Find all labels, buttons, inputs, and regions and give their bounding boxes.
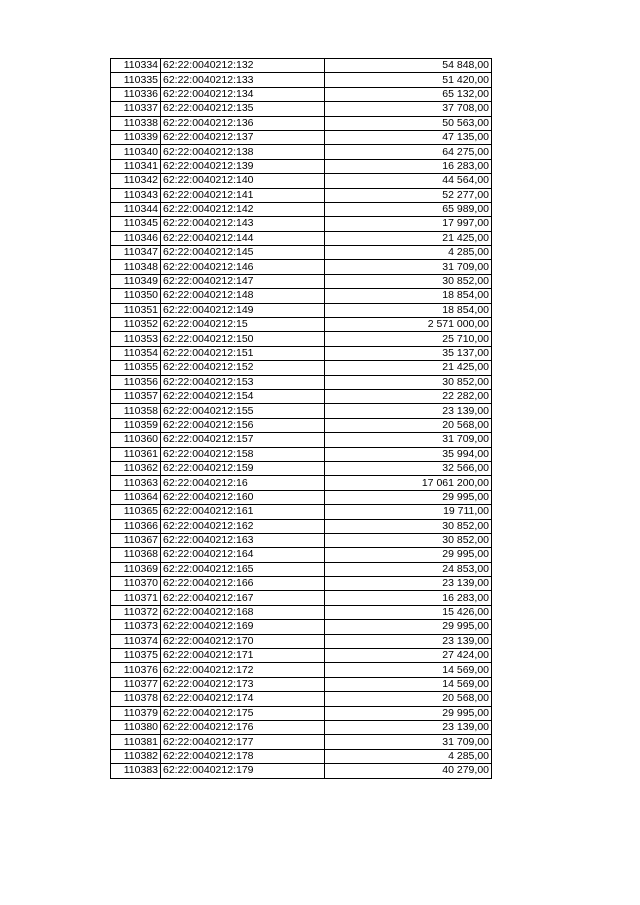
table-body — [111, 59, 492, 779]
value-cell: 31 709,00 — [325, 735, 492, 749]
row-id-cell: 110339 — [111, 130, 161, 144]
table-row — [111, 548, 492, 562]
table-row — [111, 663, 492, 677]
cadastral-number-cell: 62:22:0040212:16 — [161, 476, 325, 490]
cadastral-number-cell: 62:22:0040212:161 — [161, 505, 325, 519]
table-row — [111, 361, 492, 375]
row-id-cell: 110364 — [111, 490, 161, 504]
row-id-cell: 110362 — [111, 461, 161, 475]
table-row — [111, 692, 492, 706]
cadastral-number-cell: 62:22:0040212:144 — [161, 231, 325, 245]
row-id-cell: 110361 — [111, 447, 161, 461]
cadastral-number-cell: 62:22:0040212:171 — [161, 649, 325, 663]
row-id-cell: 110340 — [111, 145, 161, 159]
table-row — [111, 706, 492, 720]
value-cell: 17 997,00 — [325, 217, 492, 231]
value-cell: 17 061 200,00 — [325, 476, 492, 490]
cadastral-number-cell: 62:22:0040212:137 — [161, 130, 325, 144]
cadastral-number-cell: 62:22:0040212:152 — [161, 361, 325, 375]
row-id-cell: 110334 — [111, 59, 161, 73]
table-row — [111, 649, 492, 663]
table-row — [111, 116, 492, 130]
cadastral-number-cell: 62:22:0040212:149 — [161, 303, 325, 317]
cadastral-number-cell: 62:22:0040212:164 — [161, 548, 325, 562]
row-id-cell: 110354 — [111, 346, 161, 360]
cadastral-number-cell: 62:22:0040212:165 — [161, 562, 325, 576]
cadastral-number-cell: 62:22:0040212:142 — [161, 202, 325, 216]
cadastral-number-cell: 62:22:0040212:155 — [161, 404, 325, 418]
row-id-cell: 110360 — [111, 433, 161, 447]
table-row — [111, 389, 492, 403]
row-id-cell: 110357 — [111, 389, 161, 403]
value-cell: 54 848,00 — [325, 59, 492, 73]
value-cell: 23 139,00 — [325, 404, 492, 418]
cadastral-number-cell: 62:22:0040212:148 — [161, 289, 325, 303]
value-cell: 14 569,00 — [325, 677, 492, 691]
value-cell: 20 568,00 — [325, 418, 492, 432]
row-id-cell: 110346 — [111, 231, 161, 245]
table-row — [111, 289, 492, 303]
table-row — [111, 634, 492, 648]
value-cell: 21 425,00 — [325, 231, 492, 245]
value-cell: 29 995,00 — [325, 620, 492, 634]
cadastral-number-cell: 62:22:0040212:133 — [161, 73, 325, 87]
table-row — [111, 318, 492, 332]
row-id-cell: 110378 — [111, 692, 161, 706]
table-row — [111, 720, 492, 734]
table-row — [111, 130, 492, 144]
value-cell: 16 283,00 — [325, 159, 492, 173]
row-id-cell: 110373 — [111, 620, 161, 634]
row-id-cell: 110369 — [111, 562, 161, 576]
table-row — [111, 677, 492, 691]
value-cell: 27 424,00 — [325, 649, 492, 663]
value-cell: 18 854,00 — [325, 289, 492, 303]
value-cell: 44 564,00 — [325, 174, 492, 188]
table-row — [111, 102, 492, 116]
table-row — [111, 591, 492, 605]
table-row — [111, 418, 492, 432]
row-id-cell: 110377 — [111, 677, 161, 691]
value-cell: 30 852,00 — [325, 533, 492, 547]
value-cell: 30 852,00 — [325, 519, 492, 533]
row-id-cell: 110350 — [111, 289, 161, 303]
table-row — [111, 202, 492, 216]
value-cell: 2 571 000,00 — [325, 318, 492, 332]
cadastral-number-cell: 62:22:0040212:179 — [161, 764, 325, 778]
cadastral-number-cell: 62:22:0040212:159 — [161, 461, 325, 475]
value-cell: 30 852,00 — [325, 375, 492, 389]
row-id-cell: 110379 — [111, 706, 161, 720]
value-cell: 29 995,00 — [325, 490, 492, 504]
cadastral-number-cell: 62:22:0040212:147 — [161, 274, 325, 288]
cadastral-number-cell: 62:22:0040212:169 — [161, 620, 325, 634]
cadastral-number-cell: 62:22:0040212:174 — [161, 692, 325, 706]
table-row — [111, 375, 492, 389]
cadastral-number-cell: 62:22:0040212:139 — [161, 159, 325, 173]
cadastral-number-cell: 62:22:0040212:176 — [161, 720, 325, 734]
value-cell: 23 139,00 — [325, 577, 492, 591]
value-cell: 15 426,00 — [325, 605, 492, 619]
cadastral-number-cell: 62:22:0040212:160 — [161, 490, 325, 504]
value-cell: 16 283,00 — [325, 591, 492, 605]
value-cell: 19 711,00 — [325, 505, 492, 519]
value-cell: 31 709,00 — [325, 260, 492, 274]
value-cell: 50 563,00 — [325, 116, 492, 130]
value-cell: 18 854,00 — [325, 303, 492, 317]
row-id-cell: 110367 — [111, 533, 161, 547]
value-cell: 40 279,00 — [325, 764, 492, 778]
table-row — [111, 217, 492, 231]
value-cell: 20 568,00 — [325, 692, 492, 706]
cadastral-number-cell: 62:22:0040212:138 — [161, 145, 325, 159]
cadastral-number-cell: 62:22:0040212:135 — [161, 102, 325, 116]
row-id-cell: 110336 — [111, 87, 161, 101]
row-id-cell: 110375 — [111, 649, 161, 663]
row-id-cell: 110337 — [111, 102, 161, 116]
cadastral-number-cell: 62:22:0040212:145 — [161, 246, 325, 260]
table-row — [111, 562, 492, 576]
value-cell: 31 709,00 — [325, 433, 492, 447]
table-row — [111, 145, 492, 159]
cadastral-number-cell: 62:22:0040212:173 — [161, 677, 325, 691]
table-row — [111, 605, 492, 619]
value-cell: 4 285,00 — [325, 246, 492, 260]
cadastral-number-cell: 62:22:0040212:132 — [161, 59, 325, 73]
row-id-cell: 110372 — [111, 605, 161, 619]
cadastral-number-cell: 62:22:0040212:170 — [161, 634, 325, 648]
table-row — [111, 490, 492, 504]
cadastral-number-cell: 62:22:0040212:167 — [161, 591, 325, 605]
row-id-cell: 110382 — [111, 749, 161, 763]
table-row — [111, 404, 492, 418]
cadastral-number-cell: 62:22:0040212:136 — [161, 116, 325, 130]
value-cell: 65 132,00 — [325, 87, 492, 101]
table-row — [111, 476, 492, 490]
table-row — [111, 231, 492, 245]
table-row — [111, 620, 492, 634]
table-row — [111, 246, 492, 260]
row-id-cell: 110343 — [111, 188, 161, 202]
value-cell: 30 852,00 — [325, 274, 492, 288]
value-cell: 25 710,00 — [325, 332, 492, 346]
table-row — [111, 59, 492, 73]
value-cell: 35 994,00 — [325, 447, 492, 461]
table-row — [111, 188, 492, 202]
cadastral-number-cell: 62:22:0040212:140 — [161, 174, 325, 188]
row-id-cell: 110383 — [111, 764, 161, 778]
cadastral-number-cell: 62:22:0040212:172 — [161, 663, 325, 677]
value-cell: 24 853,00 — [325, 562, 492, 576]
cadastral-number-cell: 62:22:0040212:163 — [161, 533, 325, 547]
table-row — [111, 505, 492, 519]
row-id-cell: 110358 — [111, 404, 161, 418]
value-cell: 29 995,00 — [325, 548, 492, 562]
table-row — [111, 159, 492, 173]
value-cell: 23 139,00 — [325, 634, 492, 648]
row-id-cell: 110344 — [111, 202, 161, 216]
table-row — [111, 433, 492, 447]
row-id-cell: 110363 — [111, 476, 161, 490]
cadastral-number-cell: 62:22:0040212:150 — [161, 332, 325, 346]
value-cell: 14 569,00 — [325, 663, 492, 677]
cadastral-number-cell: 62:22:0040212:153 — [161, 375, 325, 389]
cadastral-number-cell: 62:22:0040212:175 — [161, 706, 325, 720]
cadastral-number-cell: 62:22:0040212:157 — [161, 433, 325, 447]
cadastral-number-cell: 62:22:0040212:178 — [161, 749, 325, 763]
table-row — [111, 533, 492, 547]
value-cell: 65 989,00 — [325, 202, 492, 216]
row-id-cell: 110335 — [111, 73, 161, 87]
table-row — [111, 260, 492, 274]
cadastral-number-cell: 62:22:0040212:158 — [161, 447, 325, 461]
table-row — [111, 303, 492, 317]
table-row — [111, 577, 492, 591]
value-cell: 32 566,00 — [325, 461, 492, 475]
value-cell: 23 139,00 — [325, 720, 492, 734]
value-cell: 4 285,00 — [325, 749, 492, 763]
row-id-cell: 110353 — [111, 332, 161, 346]
cadastral-number-cell: 62:22:0040212:134 — [161, 87, 325, 101]
cadastral-number-cell: 62:22:0040212:168 — [161, 605, 325, 619]
table-row — [111, 87, 492, 101]
table-row — [111, 519, 492, 533]
table-row — [111, 274, 492, 288]
row-id-cell: 110338 — [111, 116, 161, 130]
cadastral-number-cell: 62:22:0040212:177 — [161, 735, 325, 749]
row-id-cell: 110349 — [111, 274, 161, 288]
cadastral-number-cell: 62:22:0040212:146 — [161, 260, 325, 274]
row-id-cell: 110348 — [111, 260, 161, 274]
table-row — [111, 735, 492, 749]
row-id-cell: 110371 — [111, 591, 161, 605]
table-row — [111, 73, 492, 87]
value-cell: 22 282,00 — [325, 389, 492, 403]
cadastral-number-cell: 62:22:0040212:141 — [161, 188, 325, 202]
table-row — [111, 749, 492, 763]
row-id-cell: 110368 — [111, 548, 161, 562]
row-id-cell: 110352 — [111, 318, 161, 332]
value-cell: 47 135,00 — [325, 130, 492, 144]
row-id-cell: 110370 — [111, 577, 161, 591]
table-row — [111, 447, 492, 461]
cadastral-number-cell: 62:22:0040212:143 — [161, 217, 325, 231]
value-cell: 21 425,00 — [325, 361, 492, 375]
table-row — [111, 332, 492, 346]
cadastral-number-cell: 62:22:0040212:151 — [161, 346, 325, 360]
row-id-cell: 110345 — [111, 217, 161, 231]
row-id-cell: 110342 — [111, 174, 161, 188]
cadastral-number-cell: 62:22:0040212:166 — [161, 577, 325, 591]
row-id-cell: 110366 — [111, 519, 161, 533]
row-id-cell: 110351 — [111, 303, 161, 317]
row-id-cell: 110355 — [111, 361, 161, 375]
value-cell: 37 708,00 — [325, 102, 492, 116]
row-id-cell: 110381 — [111, 735, 161, 749]
row-id-cell: 110374 — [111, 634, 161, 648]
row-id-cell: 110359 — [111, 418, 161, 432]
value-cell: 51 420,00 — [325, 73, 492, 87]
value-cell: 35 137,00 — [325, 346, 492, 360]
cadastral-number-cell: 62:22:0040212:15 — [161, 318, 325, 332]
row-id-cell: 110365 — [111, 505, 161, 519]
table-row — [111, 461, 492, 475]
cadastral-number-cell: 62:22:0040212:162 — [161, 519, 325, 533]
row-id-cell: 110356 — [111, 375, 161, 389]
row-id-cell: 110347 — [111, 246, 161, 260]
row-id-cell: 110341 — [111, 159, 161, 173]
value-cell: 52 277,00 — [325, 188, 492, 202]
row-id-cell: 110380 — [111, 720, 161, 734]
cadastral-number-cell: 62:22:0040212:154 — [161, 389, 325, 403]
cadastral-value-table — [110, 58, 492, 779]
table-row — [111, 346, 492, 360]
cadastral-number-cell: 62:22:0040212:156 — [161, 418, 325, 432]
row-id-cell: 110376 — [111, 663, 161, 677]
table-row — [111, 174, 492, 188]
value-cell: 64 275,00 — [325, 145, 492, 159]
value-cell: 29 995,00 — [325, 706, 492, 720]
table-row — [111, 764, 492, 778]
